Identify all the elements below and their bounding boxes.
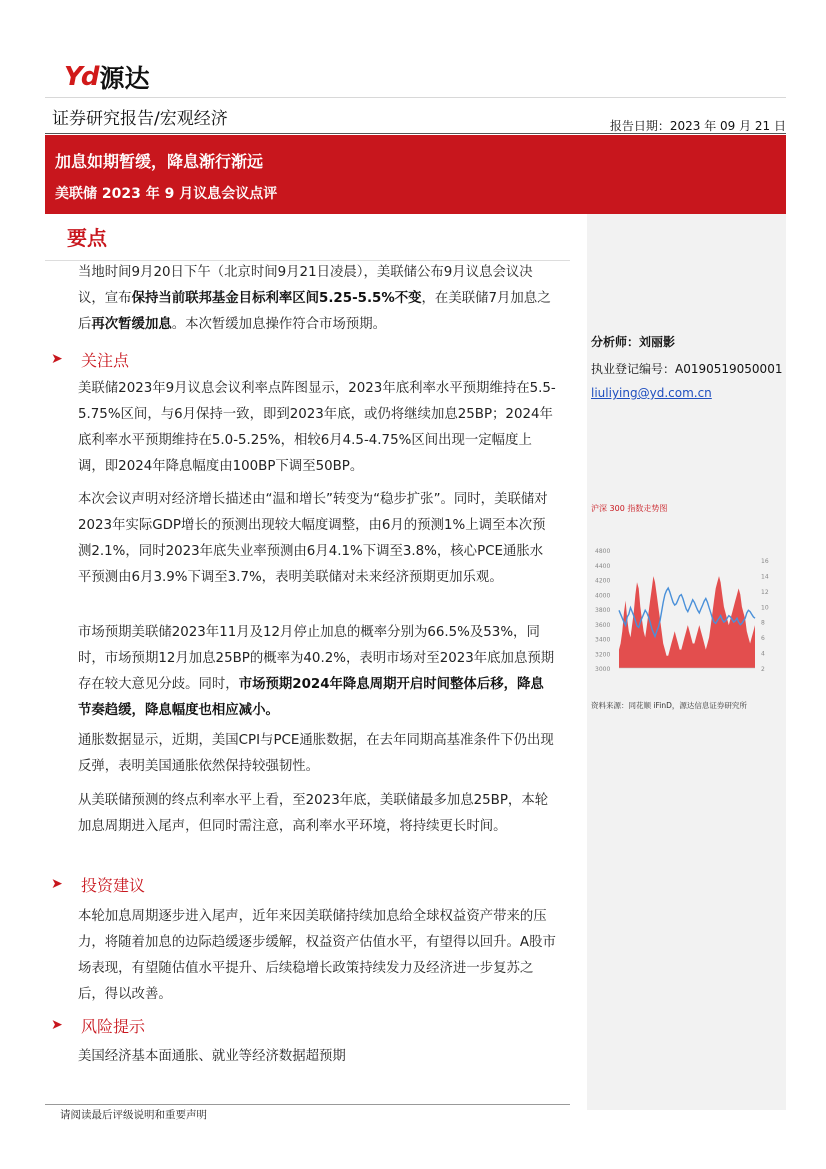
report-subtitle: 美联储 2023 年 9 月议息会议点评: [55, 186, 278, 202]
section-focus-heading: [51, 348, 129, 370]
y-left-tick-label: 4200: [595, 577, 611, 585]
report-date: 报告日期：2023 年 09 月 21 日: [609, 119, 786, 133]
y-right-tick-label: 8: [761, 619, 765, 627]
arrow-right-icon: ➤: [51, 351, 63, 367]
focus-paragraph-5: 从美联储预测的终点利率水平上看，至2023年底，美联储最多加息25BP，本轮加息周期进入尾声，但同时需注意，高利率水平环境，将持续更长时间。: [78, 793, 549, 834]
y-right-tick-label: 12: [761, 588, 769, 596]
index-chart: [589, 532, 783, 692]
y-left-tick-label: 4800: [595, 548, 611, 555]
focus-paragraph-3-text: 市场预期美联储2023年11月及12月停止加息的概率分别为66.5%及53%，同时，市场预期12月加息25BP的概率为40.2%，表明市场对至2023年底加息预期存在较大意见分歧。同时，: [78, 625, 555, 692]
y-left-tick-label: 3000: [595, 666, 611, 673]
y-left-tick-label: 3200: [595, 651, 611, 659]
analyst-name: 分析师：刘丽影: [591, 335, 676, 349]
intro-text-1: 当地时间9月20日下午（北京时间9月21日凌晨），美联储公布9月议息会议决议，宣布: [78, 265, 533, 306]
intro-text-3: 。本次暂缓加息操作符合市场预期。: [171, 317, 386, 332]
logo-name: 源达: [99, 64, 150, 93]
y-left-tick-label: 4400: [595, 562, 611, 570]
y-right-tick-label: 16: [761, 558, 769, 565]
index-chart-svg: [589, 532, 783, 692]
chart-title: 沪深 300 指数走势图: [591, 504, 668, 513]
y-left-tick-label: 4000: [595, 592, 611, 600]
intro-bold-2: 再次暂缓加息: [91, 317, 172, 332]
risk-paragraph: 美国经济基本面通胀、就业等经济数据超预期: [78, 1049, 346, 1064]
focus-paragraph-1: 美联储2023年9月议息会议利率点阵图显示，2023年底利率水平预期维持在5.5-5.75%区间，与6月保持一致，即到2023年底，或仍将继续加息25BP；2024年底利率水平预期维持在5.0-5.25%，相较6月4.5-4.75%区间出现一定幅度上调，即2024年降息幅度由100BP下调至50BP。: [78, 381, 556, 474]
footer-disclaimer: 请阅读最后评级说明和重要声明: [60, 1109, 207, 1121]
y-left-tick-label: 3400: [595, 636, 611, 644]
focus-paragraph-2: 本次会议声明对经济增长描述由“温和增长”转变为“稳步扩张”。同时，美联储对2023年实际GDP增长的预测出现较大幅度调整，由6月的预测1%上调至本次预测2.1%，同时2023年底失业率预测由6月4.1%下调至3.8%，核心PCE通胀水平预测由6月3.9%下调至3.7%，表明美联储对未来经济预期更加乐观。: [78, 492, 548, 585]
y-left-tick-label: 3800: [595, 607, 611, 614]
section-risk-heading: [51, 1014, 145, 1036]
section-invest-heading: [51, 873, 145, 895]
y-right-tick-label: 4: [761, 650, 765, 658]
focus-paragraph-3-bold: 市场预期2024年降息周期开启时间整体后移，降息节奏趋缓，降息幅度也相应减小。: [78, 677, 544, 718]
section-risk-title: 风险提示: [81, 1016, 146, 1036]
report-title: 加息如期暂缓，降息渐行渐远: [55, 152, 264, 171]
report-type: 证券研究报告/宏观经济: [52, 109, 228, 129]
chart-source: 资料来源：同花顺 iFinD，源达信息证券研究所: [591, 701, 747, 710]
y-right-tick-label: 2: [761, 666, 765, 673]
intro-paragraph: [78, 260, 556, 338]
focus-paragraph-4: 通胀数据显示，近期，美国CPI与PCE通胀数据，在去年同期高基准条件下仍出现反弹，表明美国通胀依然保持较强韧性。: [78, 733, 554, 774]
logo-mark: Yd: [64, 62, 98, 92]
date-divider: [45, 133, 786, 134]
main-content: [45, 214, 570, 1094]
analyst-email-link[interactable]: liuliying@yd.com.cn: [591, 386, 712, 400]
focus-paragraph-3: [78, 620, 556, 724]
keypoints-title: 要点: [67, 226, 107, 250]
y-right-tick-label: 6: [761, 635, 765, 643]
sidebar: [587, 214, 786, 1110]
registration-number: 执业登记编号：A0190519050001: [591, 362, 783, 376]
arrow-right-icon: ➤: [51, 1017, 63, 1033]
y-right-tick-label: 14: [761, 573, 769, 581]
invest-paragraph: 本轮加息周期逐步进入尾声，近年来因美联储持续加息给全球权益资产带来的压力，将随着加息的边际趋缓逐步缓解，权益资产估值水平，有望得以回升。A股市场表现，有望随估值水平提升、后续稳增长政策持续发力及经济进一步复苏之后，得以改善。: [78, 909, 556, 1002]
section-focus-title: 关注点: [81, 350, 130, 370]
arrow-right-icon: ➤: [51, 876, 63, 892]
y-right-tick-label: 10: [761, 604, 769, 612]
intro-bold-1: 保持当前联邦基金目标利率区间5.25-5.5%不变: [131, 291, 422, 306]
section-invest-title: 投资建议: [81, 875, 146, 895]
y-left-tick-label: 3600: [595, 621, 611, 629]
intro-text-2: ，在美联储7月加息之后: [78, 291, 551, 332]
company-logo: [64, 60, 149, 94]
title-banner: [45, 135, 786, 214]
footer-divider: [45, 1104, 570, 1105]
header-divider: [45, 97, 786, 98]
